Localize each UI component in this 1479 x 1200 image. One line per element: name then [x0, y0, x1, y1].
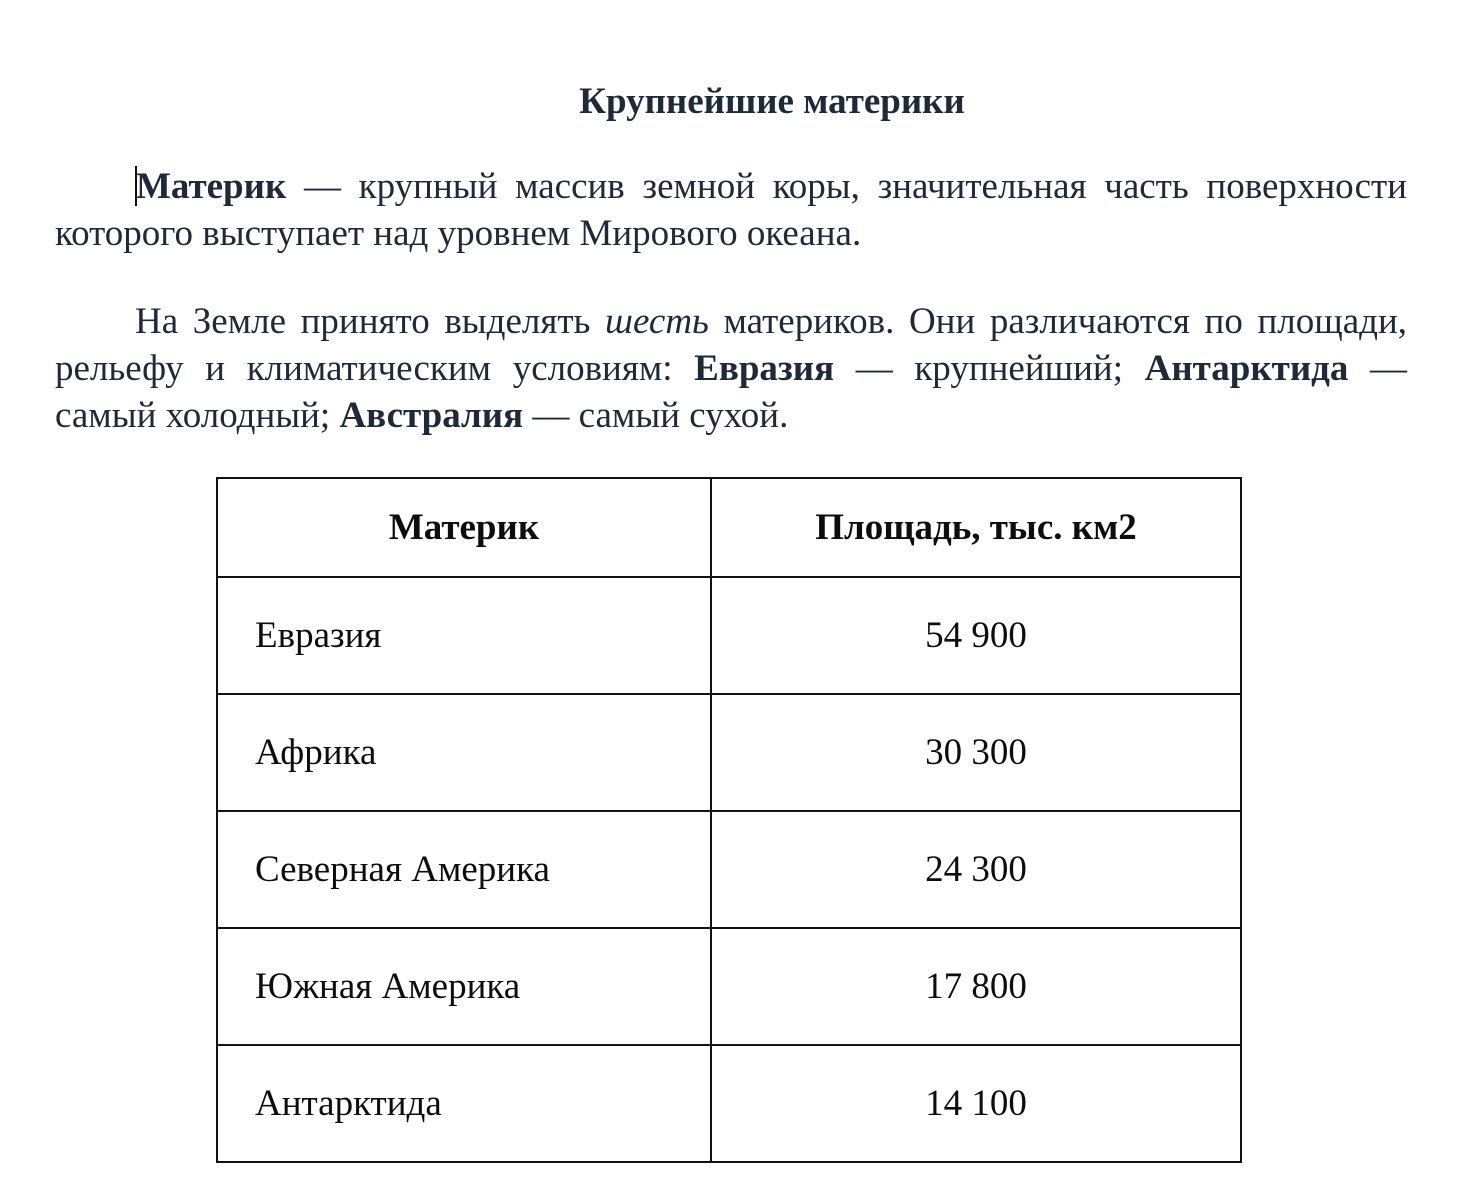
after-count-text: материков. Они различаются по площади, рельефу и климатическим условиям: [55, 301, 1408, 389]
cell-area-value: 14 100 [711, 1045, 1241, 1162]
cell-continent-name: Африка [217, 694, 711, 811]
australia-description: — самый сухой. [523, 395, 789, 436]
document-title: Крупнейшие материки [579, 81, 965, 122]
table-row [217, 694, 1241, 811]
term-continent: Материк [136, 166, 287, 207]
cell-area-value: 17 800 [711, 928, 1241, 1045]
cell-area-value: 30 300 [711, 694, 1241, 811]
continent-eurasia-label: Евразия [694, 348, 835, 389]
antarctica-description: — самый холодный; [55, 348, 1408, 436]
table-row [217, 1045, 1241, 1162]
continents-table [216, 477, 1242, 1163]
table-row [217, 577, 1241, 694]
cell-continent-name: Северная Америка [217, 811, 711, 928]
header-continent: Материк [217, 478, 711, 577]
table-row [217, 928, 1241, 1045]
cell-area-value: 24 300 [711, 811, 1241, 928]
cell-continent-name: Южная Америка [217, 928, 711, 1045]
continent-antarctica-label: Антарктида [1144, 348, 1349, 389]
table-row [217, 811, 1241, 928]
cell-continent-name: Евразия [217, 577, 711, 694]
eurasia-description: — крупнейший; [834, 348, 1145, 389]
header-area: Площадь, тыс. км2 [711, 478, 1241, 577]
definition-text: — крупный массив земной коры, значительная часть поверхности которого выступает над уровнем Мирового океана. [55, 166, 1407, 254]
paragraph-continents [55, 298, 1407, 439]
cell-area-value: 54 900 [711, 577, 1241, 694]
cell-continent-name: Антарктида [217, 1045, 711, 1162]
paragraph-definition [55, 163, 1407, 257]
count-word: шесть [605, 301, 709, 342]
continent-australia-label: Австралия [339, 395, 524, 436]
table-header-row [217, 478, 1241, 577]
intro-text: На Земле принято выделять [135, 301, 606, 342]
